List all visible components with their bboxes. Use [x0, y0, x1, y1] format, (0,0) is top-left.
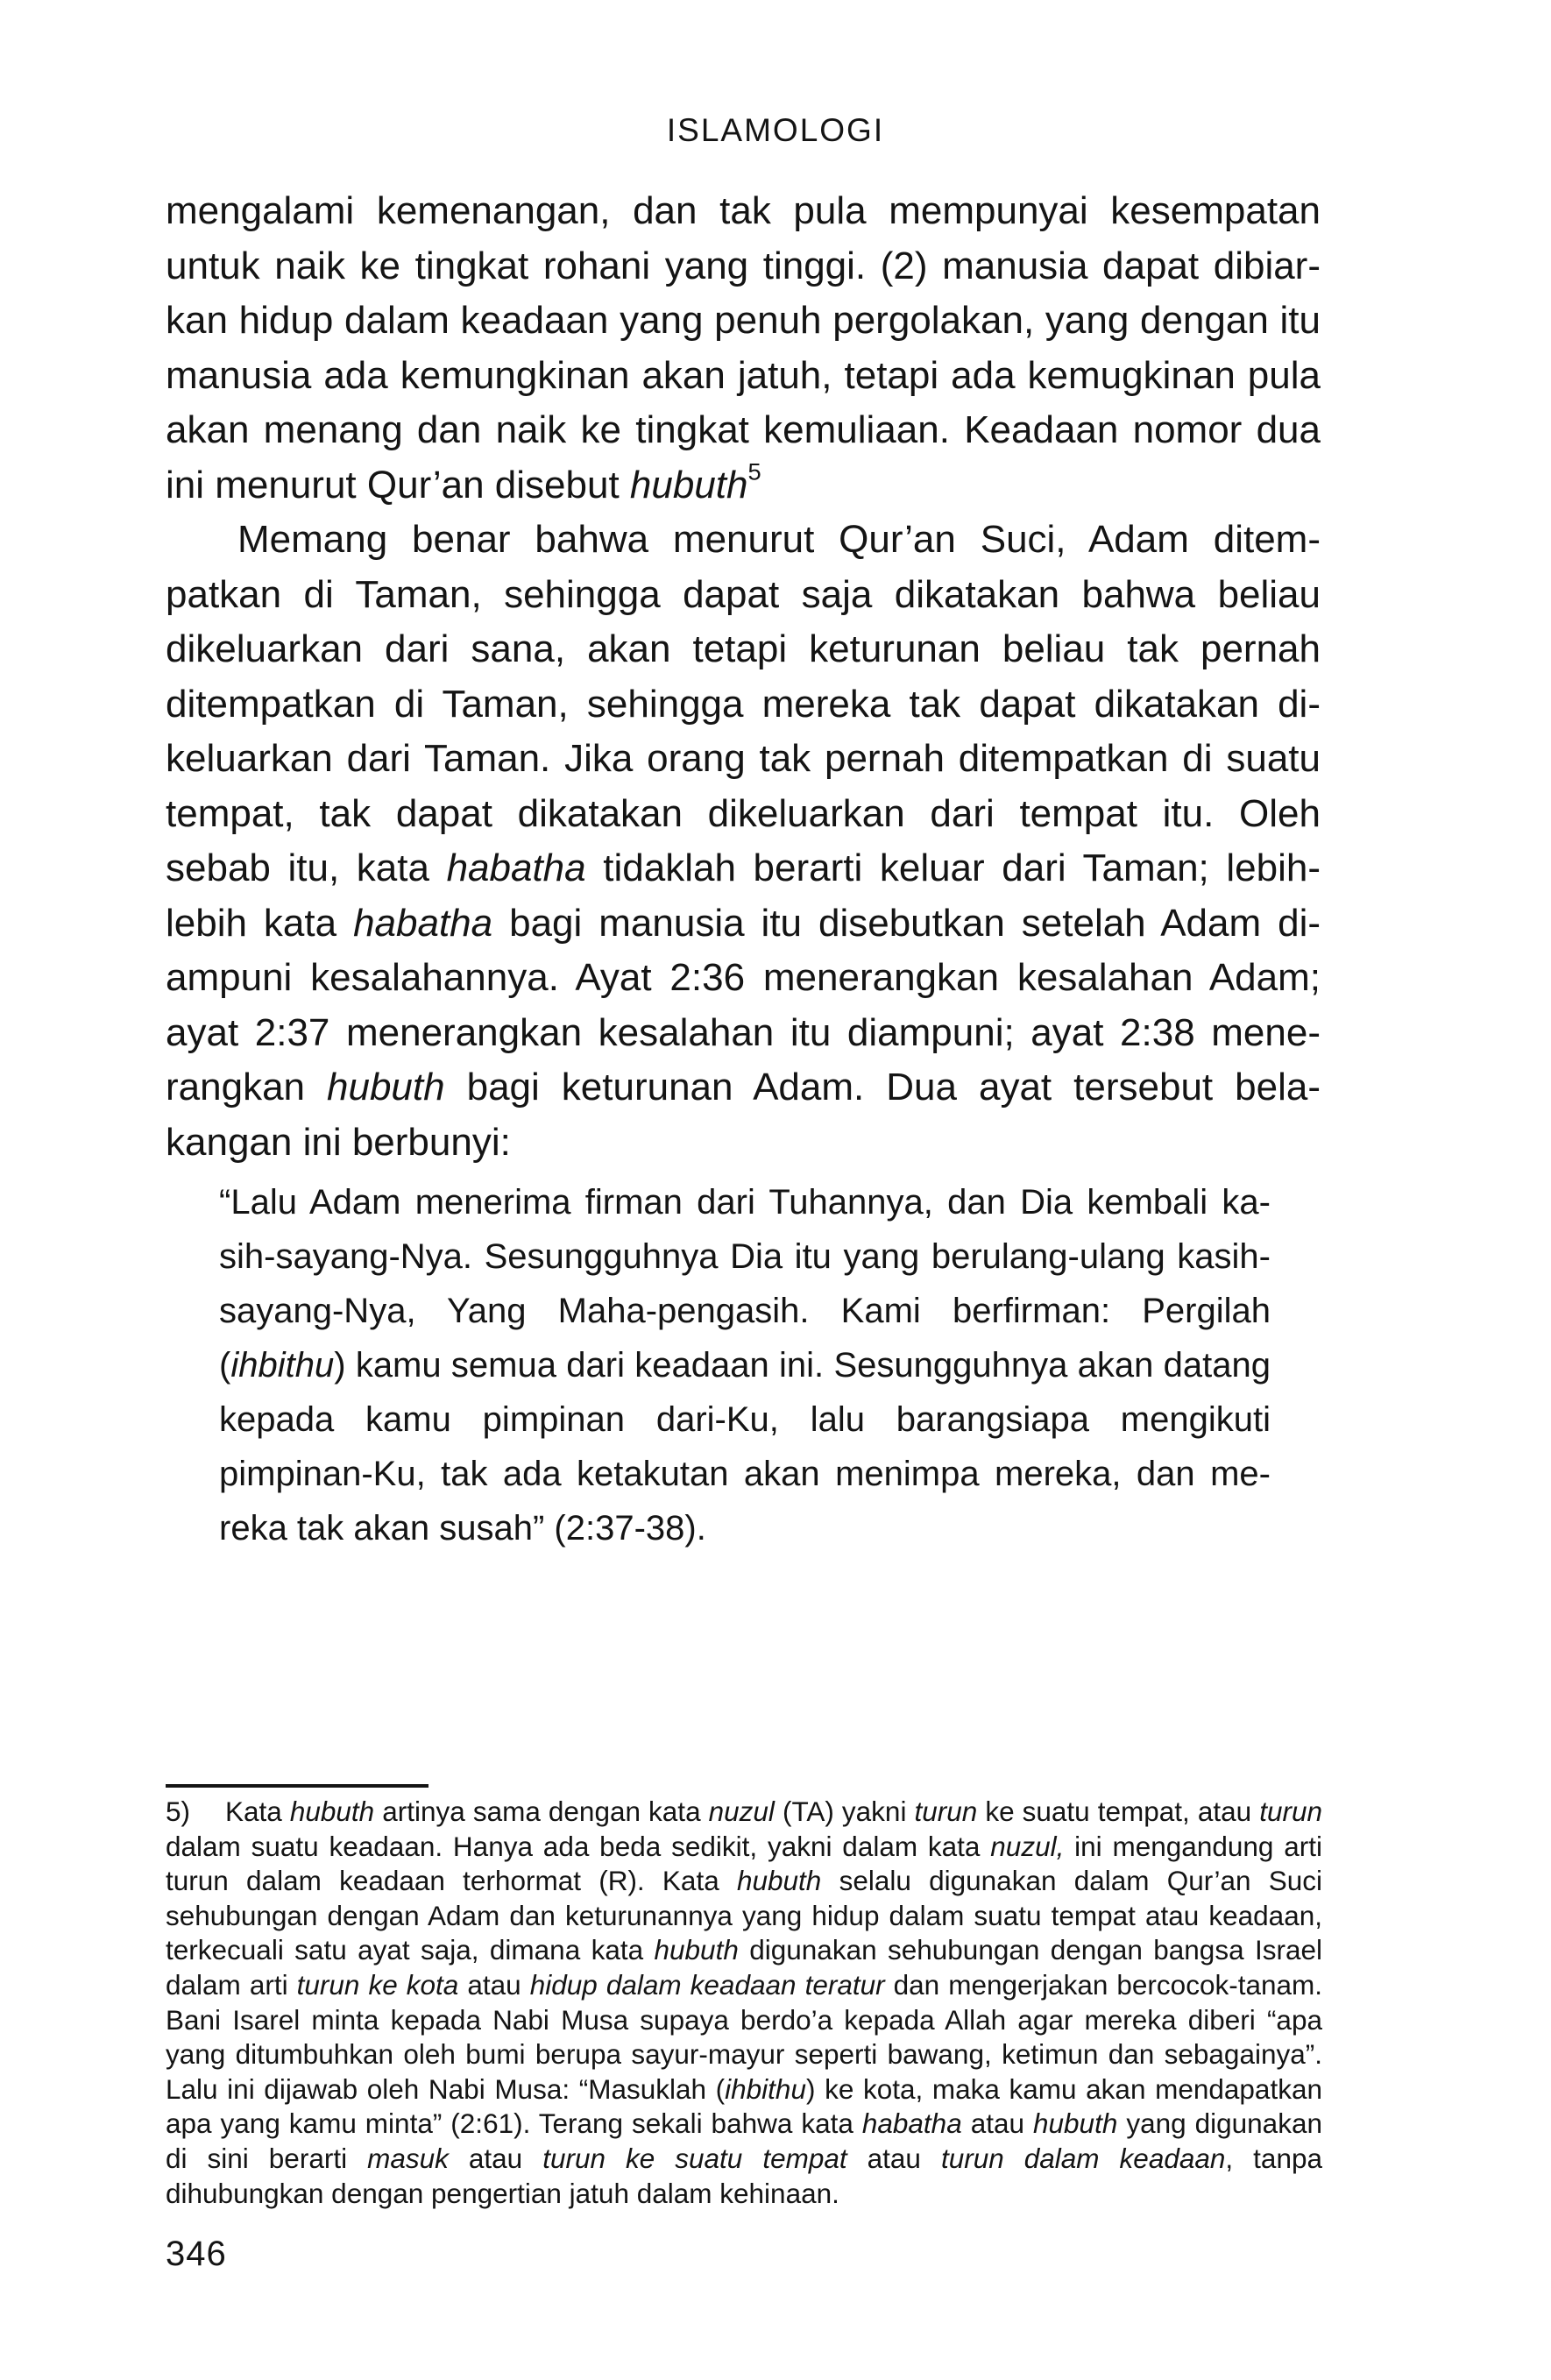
term-hubuth: hubuth	[629, 463, 748, 506]
term-hubuth: hubuth	[327, 1066, 445, 1109]
block-quote	[219, 1175, 1271, 1555]
term-habatha: habatha	[353, 901, 493, 945]
footnote	[166, 1795, 1322, 2211]
paragraph-2: Memang benar bahwa menurut Qur’an Suci, Adam ditempatkan di Taman, sehingga dapat saja dikatakan bahwa beliau dikeluarkan dari sana, akan tetapi keturunan beliau tak pernah ditempatkan di Taman, sehingga mereka tak dapat dikatakan dikeluarkan dari Taman. Jika orang tak pernah ditempatkan di suatu tempat, tak dapat dikatakan dikeluarkan dari tempat itu. Oleh sebab itu, kata habatha tidaklah berarti keluar dari Taman; lebih-lebih kata habatha bagi manusia itu disebutkan setelah Adam diampuni kesalahannya. Ayat 2:36 menerangkan kesalahan Adam; ayat 2:37 menerangkan kesalahan itu diampuni; ayat 2:38 menerangkan hubuth bagi keturunan Adam. Dua ayat tersebut belakangan ini berbunyi:	[166, 518, 1321, 1164]
body-text	[166, 184, 1321, 1170]
page-number: 346	[166, 2235, 227, 2273]
footnote-ref[interactable]: 5	[747, 457, 761, 485]
term-habatha: habatha	[446, 846, 586, 889]
quote-text: “Lalu Adam menerima firman dari Tuhannya, dan Dia kembali kasih-sayang-Nya. Sesungguhnya Dia itu yang berulang-ulang kasih-sayang-Nya, Yang Maha-pengasih. Kami berfirman: Pergilah (ihbithu) kamu semua dari keadaan ini. Sesungguhnya akan datang kepada kamu pimpinan dari-Ku, lalu barangsiapa mengikuti pimpinan-Ku, tak ada ketakutan akan menimpa mereka, dan mereka tak akan susah” (2:37-38).	[219, 1183, 1271, 1548]
footnote-separator	[166, 1784, 428, 1788]
term-ihbithu: ihbithu	[230, 1346, 335, 1385]
running-head: ISLAMOLOGI	[666, 112, 885, 148]
footnote-number: 5)	[166, 1796, 191, 1827]
footnote-text: 5) Kata hubuth artinya sama dengan kata nuzul (TA) yakni turun ke suatu tempat, atau turun dalam suatu keadaan. Hanya ada beda sedikit, yakni dalam kata nuzul, ini mengandung arti turun dalam keadaan terhormat (R). Kata hubuth selalu digunakan dalam Qur’an Suci sehubungan dengan Adam dan keturunannya yang hidup dalam suatu tempat atau keadaan, terkecuali satu ayat saja, dimana kata hubuth digunakan sehubungan dengan bangsa Israel dalam arti turun ke kota atau hidup dalam keadaan teratur dan mengerjakan bercocok-tanam. Bani Isarel minta kepada Nabi Musa supaya berdo’a kepada Allah agar mereka diberi “apa yang ditumbuhkan oleh bumi berupa sayur-mayur seperti bawang, ketimun dan sebagainya”. Lalu ini dijawab oleh Nabi Musa: “Masuklah (ihbithu) ke kota, maka kamu akan mendapatkan apa yang kamu minta” (2:61). Terang sekali bahwa kata habatha atau hubuth yang digunakan di sini berarti masuk atau turun ke suatu tempat atau turun dalam keadaan, tanpa dihubungkan dengan pengertian jatuh dalam kehinaan.	[166, 1796, 1323, 2209]
paragraph-1: mengalami kemenangan, dan tak pula mempunyai kesempatan untuk naik ke tingkat rohani yang tinggi. (2) manusia dapat dibiarkan hidup dalam keadaan yang penuh pergolakan, yang dengan itu manusia ada kemungkinan akan jatuh, tetapi ada kemugkinan pula akan menang dan naik ke tingkat kemuliaan. Keadaan nomor dua ini menurut Qur’an disebut hubuth$^5$	[166, 189, 1321, 506]
